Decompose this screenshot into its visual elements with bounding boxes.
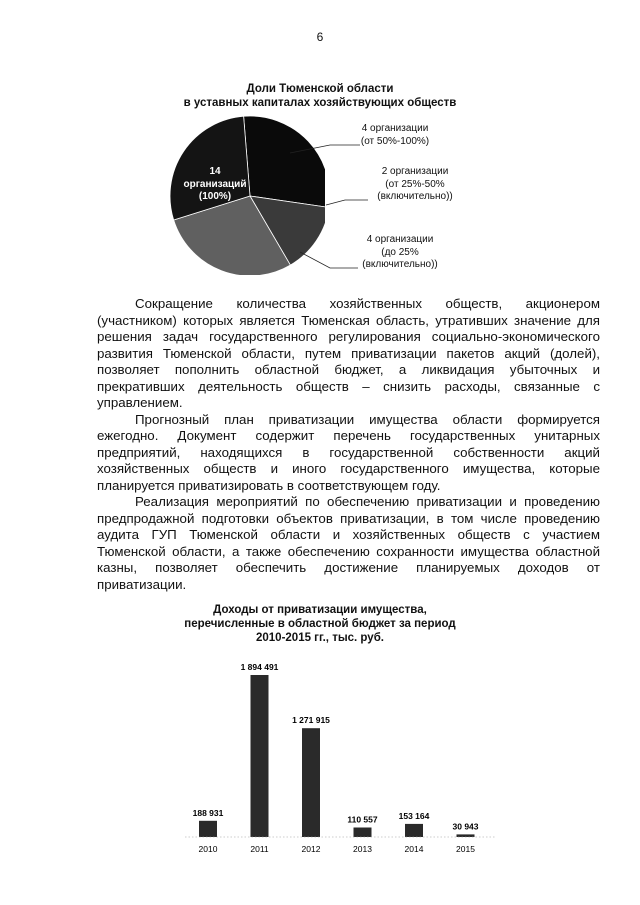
- pie-inner-label-line-2: организаций: [183, 178, 247, 190]
- bar-2012: [302, 728, 320, 837]
- x-tick-label-2011: 2011: [250, 844, 269, 854]
- bar-2011: [251, 675, 269, 837]
- x-tick-label-2014: 2014: [404, 844, 424, 854]
- page-number: 6: [316, 30, 324, 44]
- bar-2010: [199, 821, 217, 837]
- bar-chart: [175, 655, 505, 860]
- bar-data-label-2014: 153 164: [398, 810, 430, 821]
- pie-title-line-1: Доли Тюменской области: [246, 83, 394, 95]
- pie-slice-label-2-line-2: (от 25%-50%: [385, 178, 445, 190]
- x-tick-label-2015: 2015: [456, 844, 475, 854]
- x-tick-label-2013: 2013: [353, 844, 372, 854]
- bar-title-line-2: перечисленные в областной бюджет за период: [184, 618, 456, 630]
- bar-2015: [457, 834, 475, 837]
- bar-data-label-2015: 30 943: [452, 821, 479, 832]
- bar-data-label-2010: 188 931: [192, 807, 224, 818]
- pie-slice-label-3-line-1: 4 организации: [366, 234, 434, 245]
- bar-title-line-1: Доходы от приватизации имущества,: [213, 604, 427, 616]
- paragraph-2: Прогнозный план приватизации имущества области формируется ежегодно. Документ содержит перечень государственных унитарных предприятий, находящихся в государственной собственности акций хозяйственных обществ и иного государственного имущества, которые планируется приватизировать в соответствующем году.: [97, 411, 600, 493]
- pie-slice-label-2-line-3: (включительно)): [377, 191, 453, 202]
- x-tick-label-2012: 2012: [301, 844, 321, 854]
- pie-slice-label-1-line-1: 4 организации: [361, 123, 429, 134]
- pie-leader-line-1: [290, 145, 360, 153]
- pie-inner-label-line-3: (100%): [198, 191, 232, 202]
- pie-leader-line-3: [300, 252, 358, 268]
- pie-slice-label-3-line-2: (до 25%: [381, 246, 419, 258]
- paragraph-3: Реализация мероприятий по обеспечению приватизации и проведению предпродажной подготовки объектов приватизации, в том числе проведению аудита ГУП Тюменской области и хозяйственных обществ с участием Тюменской области, а также обеспечению сохранности имущества областной казны, позволяет обеспечить достижение планируемых доходов от приватизации.: [97, 494, 600, 592]
- pie-slice-label-3-line-3: (включительно)): [362, 259, 438, 270]
- bar-data-label-2011: 1 894 491: [240, 662, 279, 672]
- pie-inner-label-line-1: 14: [209, 166, 221, 177]
- pie-leader-line-2: [326, 200, 368, 205]
- paragraph-1: Сокращение количества хозяйственных обществ, акционером (участником) которых является Тюменская область, утративших значение для решения задач государственного регулирования социально-экономического развития Тюменской области, путем приватизации пакетов акций (долей), позволяет пополнить областной бюджет, а ликвидация убыточных и прекративших деятельность обществ – снизить расходы, связанные с управлением.: [97, 296, 600, 410]
- body-text: [97, 296, 600, 593]
- bar-title-line-3: 2010-2015 гг., тыс. руб.: [255, 632, 384, 644]
- bar-data-label-2012: 1 271 915: [292, 715, 330, 726]
- pie-title-line-2: в уставных капиталах хозяйствующих обществ: [183, 97, 457, 109]
- pie-slice-label-1-line-2: (от 50%-100%): [360, 135, 430, 147]
- bar-chart-title: [150, 603, 490, 645]
- bar-data-label-2013: 110 557: [347, 814, 378, 825]
- bar-2013: [354, 828, 372, 838]
- x-tick-label-2010: 2010: [198, 844, 218, 854]
- bar-2014: [405, 824, 423, 837]
- pie-slice-label-2-line-1: 2 организации: [381, 166, 449, 177]
